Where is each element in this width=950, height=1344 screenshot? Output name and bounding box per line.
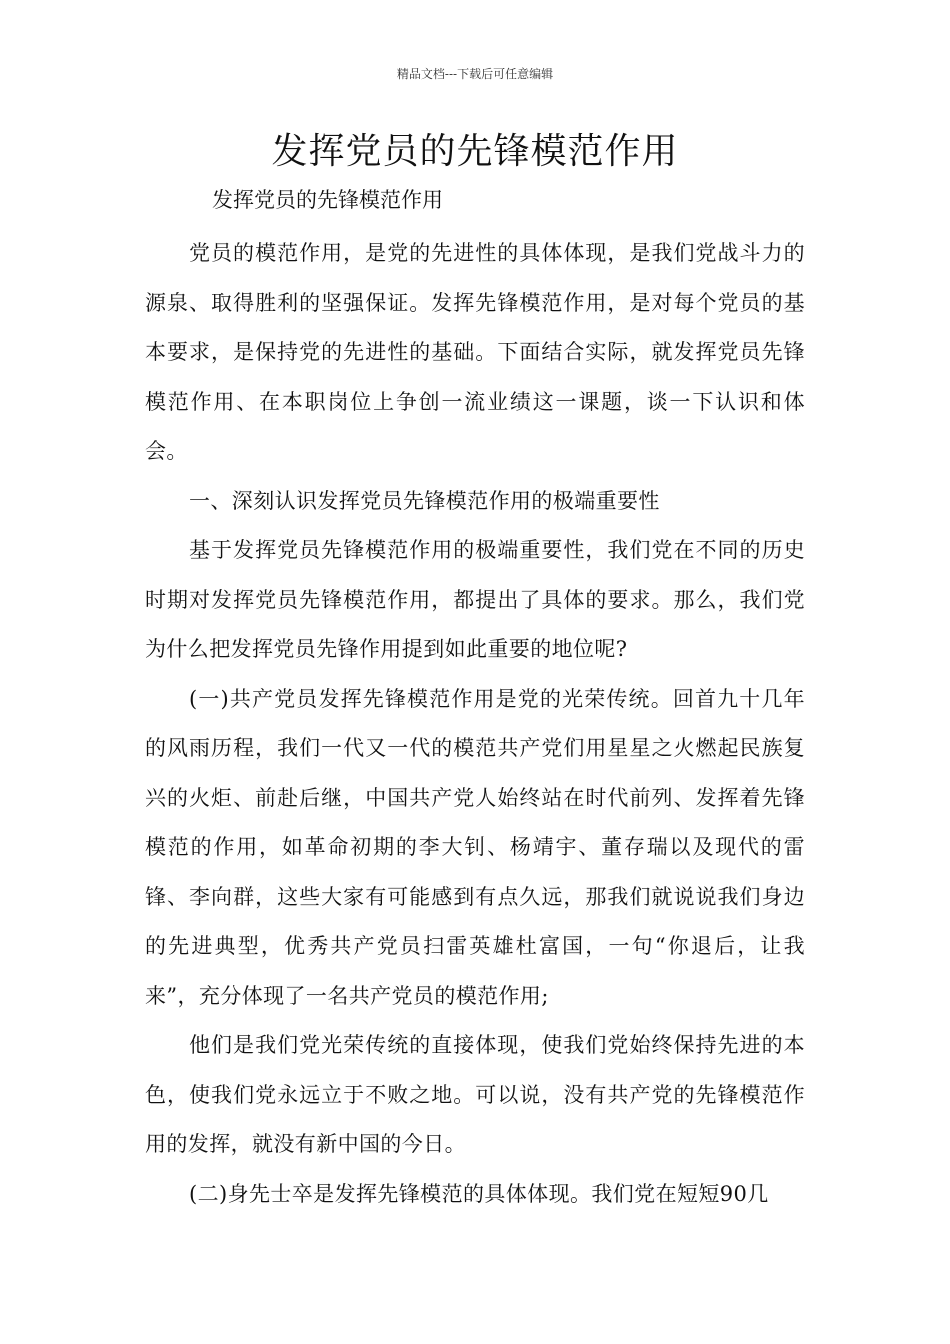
paragraph: 党员的模范作用，是党的先进性的具体体现，是我们党战斗力的源泉、取得胜利的坚强保证。发挥先锋模范作用，是对每个党员的基本要求，是保持党的先进性的基础。下面结合实际，就发挥党员先锋模范作用、在本职岗位上争创一流业绩这一课题，谈一下认识和体会。 [145, 241, 805, 463]
paragraph: 基于发挥党员先锋模范作用的极端重要性，我们党在不同的历史时期对发挥党员先锋模范作用，都提出了具体的要求。那么，我们党为什么把发挥党员先锋作用提到如此重要的地位呢? [145, 538, 805, 661]
paragraph: 他们是我们党光荣传统的直接体现，使我们党始终保持先进的本色，使我们党永远立于不败之地。可以说，没有共产党的先锋模范作用的发挥，就没有新中国的今日。 [145, 1033, 805, 1156]
section-heading: 一、深刻认识发挥党员先锋模范作用的极端重要性 [189, 488, 660, 513]
page-header: 精品文档---下载后可任意编辑 [396, 67, 554, 81]
document-body [145, 229, 805, 1219]
paragraph: (二)身先士卒是发挥先锋模范的具体体现。我们党在短短90几 [189, 1181, 769, 1206]
document-subtitle: 发挥党员的先锋模范作用 [212, 188, 443, 212]
paragraph: (一)共产党员发挥先锋模范作用是党的光荣传统。回首九十几年的风雨历程，我们一代又一代的模范共产党们用星星之火燃起民族复兴的火炬、前赴后继，中国共产党人始终站在时代前列、发挥着先锋模范的作用，如革命初期的李大钊、杨靖宇、董存瑞以及现代的雷锋、李向群，这些大家有可能感到有点久远，那我们就说说我们身边的先进典型，优秀共产党员扫雷英雄杜富国，一句“你退后，让我来”，充分体现了一名共产党员的模范作用; [145, 686, 805, 1008]
document-title: 发挥党员的先锋模范作用 [271, 131, 679, 172]
